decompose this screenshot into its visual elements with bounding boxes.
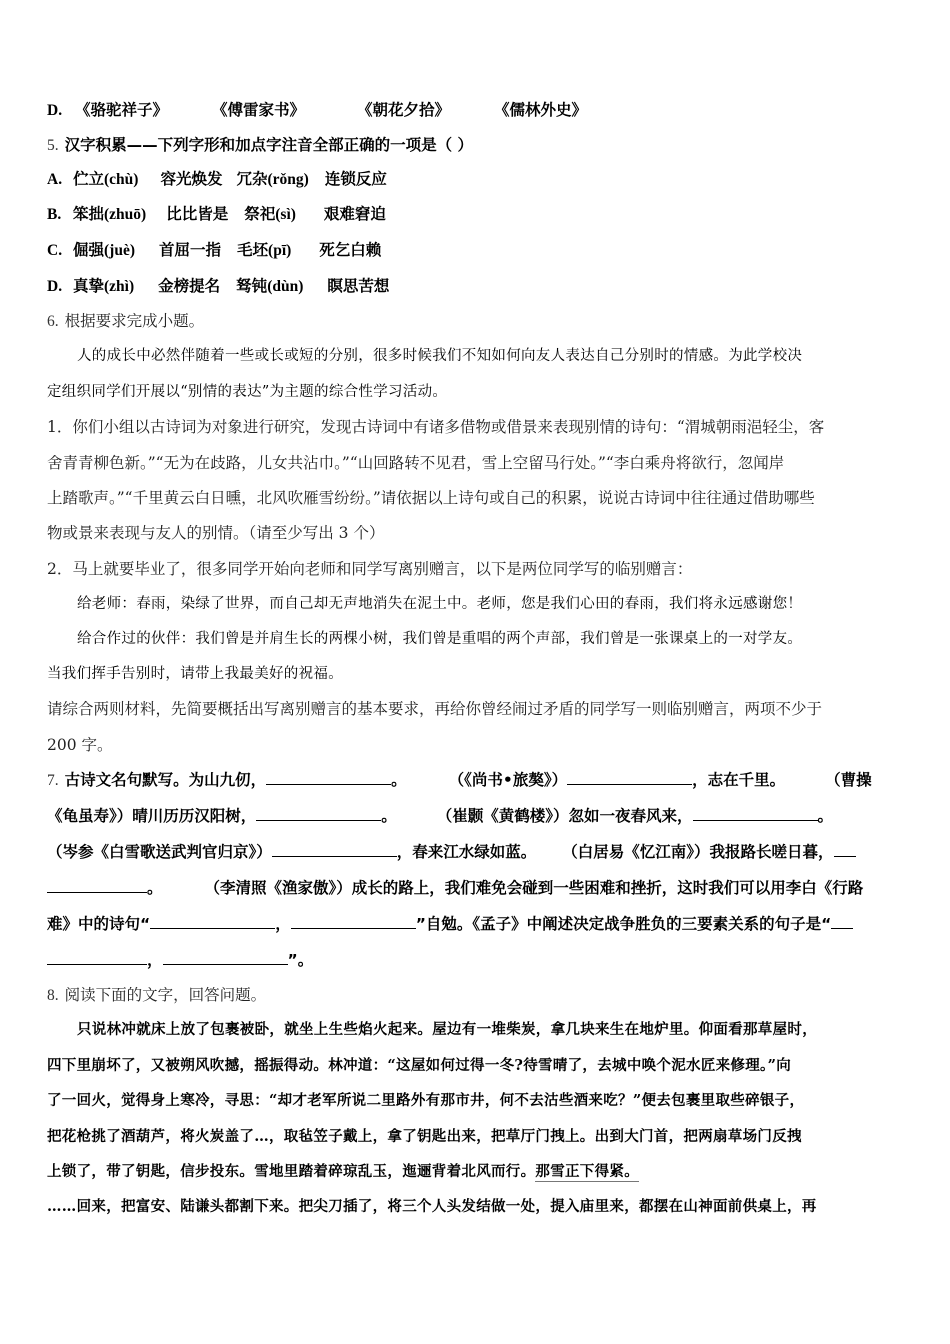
word: 伫立 [73, 170, 105, 188]
option-label: D. [47, 278, 63, 295]
q6-sub1-line-3: 上踏歌声。”“千里黄云白日曛，北风吹雁雪纷纷。”请依据以上诗句或自己的积累，说说古诗词中往往通过借助哪些 [47, 489, 815, 507]
answer-blank[interactable] [150, 914, 275, 929]
pinyin: (dùn) [267, 278, 304, 295]
q6-sub1-line-4: 物或景来表现与友人的别情。（请至少写出 3 个） [47, 524, 385, 542]
text: ”自勉。《孟子》中阐述决定战争胜负的三要素关系的句子是“ [415, 915, 832, 933]
word: 倔强 [73, 241, 105, 259]
q5-option-b [47, 204, 386, 225]
question-number: 7. [47, 772, 59, 789]
text: 。 [391, 771, 407, 789]
answer-blank[interactable] [47, 878, 147, 893]
q6-sub2-task-line-2: 200 字。 [47, 736, 113, 754]
q6-sub2-stem: 2．马上就要毕业了，很多同学开始向老师和同学写离别赠言，以下是两位同学写的临别赠言： [47, 560, 693, 578]
q7-line-4 [47, 878, 863, 898]
answer-blank[interactable] [831, 914, 853, 929]
word: 冗杂 [236, 170, 268, 188]
text: 古诗文名句默写。为山九仞， [64, 771, 267, 789]
pinyin: (juè) [104, 242, 136, 259]
passage-line-4: 把花枪挑了酒葫芦，将火炭盖了…，取毡笠子戴上，拿了钥匙出来，把草厅门拽上。出到大门首，把两扇草场门反拽 [47, 1128, 802, 1145]
q4-option-d [47, 100, 587, 121]
q7-line-2 [47, 806, 833, 826]
pinyin: (pī) [268, 242, 292, 259]
answer-blank[interactable] [567, 770, 692, 785]
source: （曹操 [825, 771, 872, 789]
question-text: 根据要求完成小题。 [64, 312, 205, 330]
q5-option-d [47, 276, 389, 297]
passage-line-1: 只说林冲就床上放了包裹被卧，就坐上生些焰火起来。屋边有一堆柴炭，拿几块来生在地炉里。仰面看那草屋时， [77, 1021, 817, 1038]
pinyin: (chù) [104, 171, 139, 188]
text: 。 [381, 807, 397, 825]
word: 笨拙 [73, 205, 105, 223]
question-text: 汉字积累——下列字形和加点字注音全部正确的一项是（ ） [64, 136, 474, 154]
text: （李清照《渔家傲》）成长的路上，我们难免会碰到一些困难和挫折，这时我们可以用李白《行路 [204, 879, 864, 897]
question-number: 5. [47, 137, 59, 154]
q7-line-3 [47, 842, 856, 862]
pinyin: (zhuō) [104, 206, 147, 223]
word: 死乞白赖 [319, 241, 382, 259]
q5-option-c [47, 240, 381, 261]
option-label: D. [47, 102, 63, 119]
answer-blank[interactable] [693, 806, 818, 821]
text: （崔颢《黄鹤楼》）忽如一夜春风来， [436, 807, 693, 825]
q6-sub1-line-1: 1．你们小组以古诗词为对象进行研究，发现古诗词中有诸多借物或借景来表现别情的诗句：“渭城朝雨浥轻尘，客 [47, 418, 825, 436]
answer-blank[interactable] [272, 842, 397, 857]
word: 毛坯 [237, 241, 269, 259]
answer-blank[interactable] [256, 806, 381, 821]
q7-line-6 [47, 950, 313, 970]
q7-line-1 [47, 770, 872, 791]
q5-stem [47, 135, 473, 156]
text: 《龟虽寿》）晴川历历汉阳树， [47, 807, 257, 825]
text: ， [275, 915, 291, 933]
passage-line-6: ……回来，把富安、陆谦头都割下来。把尖刀插了，将三个人头发结做一处，提入庙里来，都摆在山神面前供桌上，再 [47, 1198, 817, 1215]
q6-sub2-task-line-1: 请综合两则材料，先简要概括出写离别赠言的基本要求，再给你曾经闹过矛盾的同学写一则临别赠言，两项不少于 [47, 700, 823, 718]
answer-blank[interactable] [834, 842, 856, 857]
q6-stem [47, 311, 204, 332]
option-label: B. [47, 206, 62, 223]
word: 金榜提名 [158, 277, 221, 295]
underlined-sentence: 那雪正下得紧。 [535, 1163, 640, 1180]
word: 真挚 [73, 277, 105, 295]
pinyin: (zhì) [104, 278, 135, 295]
text: ， [147, 951, 163, 969]
text: 难》中的诗句“ [47, 915, 151, 933]
text: ，志在千里。 [692, 771, 786, 789]
word: 比比皆是 [166, 205, 229, 223]
option-label: A. [47, 171, 63, 188]
word: 祭祀 [244, 205, 276, 223]
answer-blank[interactable] [163, 950, 288, 965]
pinyin: (sì) [275, 206, 296, 223]
question-number: 6. [47, 313, 59, 330]
word: 首屈一指 [159, 241, 222, 259]
question-text: 阅读下面的文字，回答问题。 [64, 986, 267, 1004]
option-label: C. [47, 242, 63, 259]
q5-option-a [47, 169, 387, 190]
book-title: 《朝花夕拾》 [357, 101, 451, 119]
word: 艰难窘迫 [323, 205, 386, 223]
text: ”。 [287, 951, 314, 969]
word: 连锁反应 [324, 170, 387, 188]
source: （岑参《白雪歌送武判官归京》） [47, 843, 272, 861]
word: 驽钝 [236, 277, 268, 295]
q6-intro-line-2: 定组织同学们开展以“别情的表达”为主题的综合性学习活动。 [47, 384, 448, 400]
q7-line-5 [47, 914, 853, 934]
text: 。 [147, 879, 163, 897]
text: 。 [817, 807, 834, 825]
text: （白居易《忆江南》）我报路长嗟日暮， [562, 843, 834, 861]
passage-text: 上锁了，带了钥匙，信步投东。雪地里踏着碎琼乱玉，迤逦背着北风而行。 [47, 1163, 536, 1180]
book-title: 《傅雷家书》 [212, 101, 306, 119]
source: （《尚书•旅獒》） [448, 771, 568, 789]
pinyin: (rǒng) [267, 171, 309, 188]
word: 容光焕发 [160, 170, 223, 188]
question-number: 8. [47, 987, 59, 1004]
text: ，春来江水绿如蓝。 [396, 843, 537, 861]
message-to-teacher: 给老师：春雨，染绿了世界，而自己却无声地消失在泥土中。老师，您是我们心田的春雨，我们将永远感谢您！ [77, 596, 803, 612]
book-title: 《儒林外史》 [494, 101, 588, 119]
q6-intro-line-1: 人的成长中必然伴随着一些或长或短的分别，很多时候我们不知如何向友人表达自己分别时的情感。为此学校决 [77, 348, 803, 364]
message-to-partner-cont: 当我们挥手告别时，请带上我最美好的祝福。 [47, 666, 343, 682]
passage-line-5 [47, 1162, 639, 1182]
passage-line-2: 四下里崩坏了，又被朔风吹撼，摇振得动。林冲道：“这屋如何过得一冬?待雪晴了，去城中唤个泥水匠来修理。”向 [47, 1057, 792, 1074]
q8-stem [47, 985, 266, 1006]
message-to-partner: 给合作过的伙伴：我们曾是并肩生长的两棵小树，我们曾是重唱的两个声部，我们曾是一张课桌上的一对学友。 [77, 631, 803, 647]
q6-sub1-line-2: 舍青青柳色新。”“无为在歧路，儿女共沾巾。”“山回路转不见君，雪上空留马行处。”“李白乘舟将欲行，忽闻岸 [47, 454, 785, 472]
word: 瞑思苦想 [327, 277, 390, 295]
answer-blank[interactable] [291, 914, 416, 929]
book-title: 《骆驼祥子》 [75, 101, 169, 119]
answer-blank[interactable] [266, 770, 391, 785]
passage-line-3: 了一回火，觉得身上寒冷，寻思：“却才老军所说二里路外有那市井，何不去沽些酒来吃？”便去包裹里取些碎银子， [47, 1092, 805, 1109]
answer-blank[interactable] [47, 950, 147, 965]
